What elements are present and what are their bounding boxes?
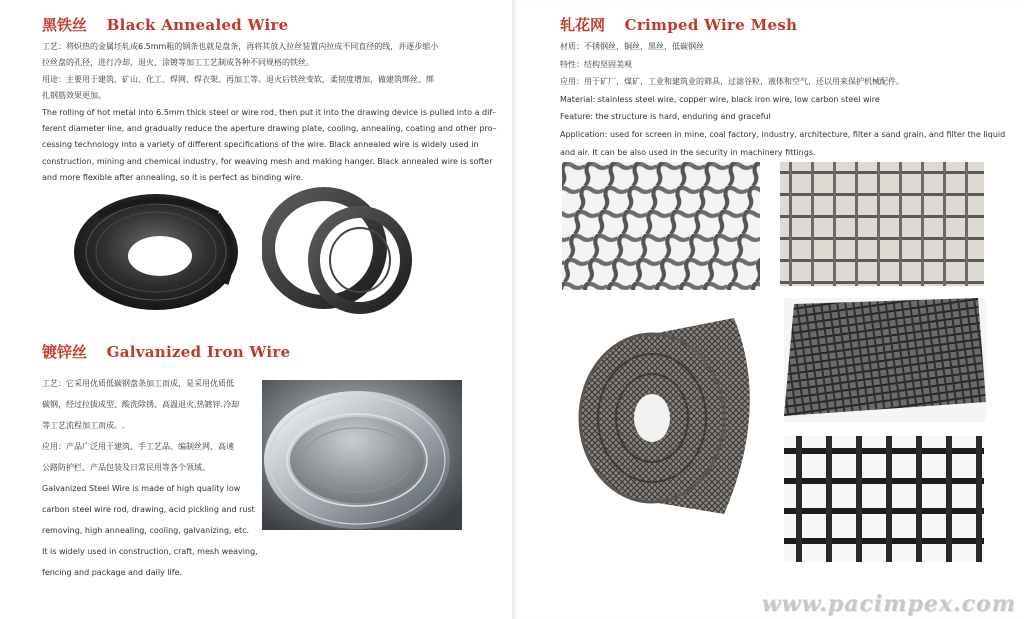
crimped-title-en: Crimped Wire Mesh: [624, 16, 798, 34]
crimped-heading: [560, 14, 797, 35]
black-annealed-heading: [42, 14, 289, 35]
text-line: It is widely used in construction, craft, mesh weaving,: [42, 547, 258, 556]
right-page: [512, 0, 1024, 619]
text-line: removing, high annealing, cooling, galvanizing, etc.: [42, 526, 250, 535]
text-line: and air. It can be also used in the security in machinery fittings.: [560, 147, 816, 157]
black-wire-loose-coil-photo: [262, 182, 412, 314]
text-line: 工艺：它采用优质低碳钢盘条加工而成，是采用优质低: [42, 379, 234, 388]
text-line: Feature: the structure is hard, enduring and graceful: [560, 112, 771, 122]
text-line: construction, mining and chemical industry, for weaving mesh and making hanger. Black annealed wire is softer: [42, 156, 493, 166]
text-line: 等工艺流程加工而成。.: [42, 421, 125, 430]
text-line: 公路防护栏、产品包装及日常民用等各个领域。: [42, 463, 210, 472]
text-line: 应用：产品广泛用于建筑、手工艺品、编制丝网、高速: [42, 442, 234, 451]
mesh-roll-photo: [574, 308, 770, 520]
crimped-mesh-closeup-photo: [562, 162, 760, 290]
galvanized-heading: [42, 341, 290, 362]
text-line: and more flexible after annealing, so it is perfect as binding wire.: [42, 173, 304, 183]
text-line: Material: stainless steel wire, copper wire, black iron wire, low carbon steel wire: [560, 94, 880, 104]
text-line: 拉丝盘的孔径，进行冷却、退火、涂镀等加工工艺制成各种不同规格的铁丝。: [42, 58, 314, 68]
text-line: fencing and package and daily life.: [42, 568, 183, 577]
text-line: 扎钢筋效果更加。: [42, 91, 106, 101]
black-annealed-title-cn: 黑铁丝: [42, 16, 88, 34]
text-line: cessing technology into a variety of different specifications of the wire. Black annealed wire is widely used in: [42, 140, 479, 150]
text-line: 工艺：将炽热的金属坯轧成6.5mm粗的钢条也就是盘条，再将其放入拉丝装置内拉成不同直径的线，并逐步缩小: [42, 42, 439, 51]
watermark: www.pacimpex.com: [761, 591, 1016, 617]
crimped-title-cn: 轧花网: [560, 16, 606, 34]
text-line: 材质：不锈钢丝，铜丝，黑丝，低碳钢丝: [560, 42, 704, 51]
fine-crimped-mesh-photo: [784, 298, 986, 422]
black-annealed-title-en: Black Annealed Wire: [106, 16, 289, 34]
heavy-crimped-mesh-photo: [784, 436, 984, 562]
text-line: ferent diameter line, and gradually reduce the aperture drawing plate, cooling, annealing, coating and other pro–: [42, 124, 497, 134]
text-line: Galvanized Steel Wire is made of high quality low: [42, 484, 241, 493]
crimped-description: [560, 38, 1016, 161]
text-line: 用途：主要用于建筑、矿山、化工、焊网、焊衣架、再加工等。退火后铁丝变软，柔韧度增加，做建筑绑丝、绑: [42, 74, 434, 84]
text-line: 碳钢，经过拉拔成型、酸洗除锈、高温退火,热镀锌.冷却: [42, 400, 240, 409]
text-line: The rolling of hot metal into 6.5mm thick steel or wire rod, then put it into the drawing device is pulled into a dif–: [42, 107, 497, 117]
text-line: Application: used for screen in mine, coal factory, industry, architecture, filter a sand grain, and filter the liquid: [560, 129, 1006, 139]
crimped-mesh-square-photo: [780, 162, 984, 286]
galvanized-description: [42, 376, 262, 586]
black-wire-coil-photo: [68, 186, 244, 316]
galvanized-wire-coil-photo: [262, 380, 462, 530]
text-line: carbon steel wire rod, drawing, acid pickling and rust: [42, 505, 255, 514]
galvanized-title-en: Galvanized Iron Wire: [106, 343, 291, 361]
black-annealed-description: [42, 39, 506, 187]
galvanized-title-cn: 镀锌丝: [42, 343, 88, 361]
text-line: 特性：结构坚固美观: [560, 59, 632, 69]
text-line: 应用：用于矿厂，煤矿，工业和建筑业的筛具，过滤谷粒，液体和空气，还以用来保护机械配件。: [560, 77, 904, 87]
